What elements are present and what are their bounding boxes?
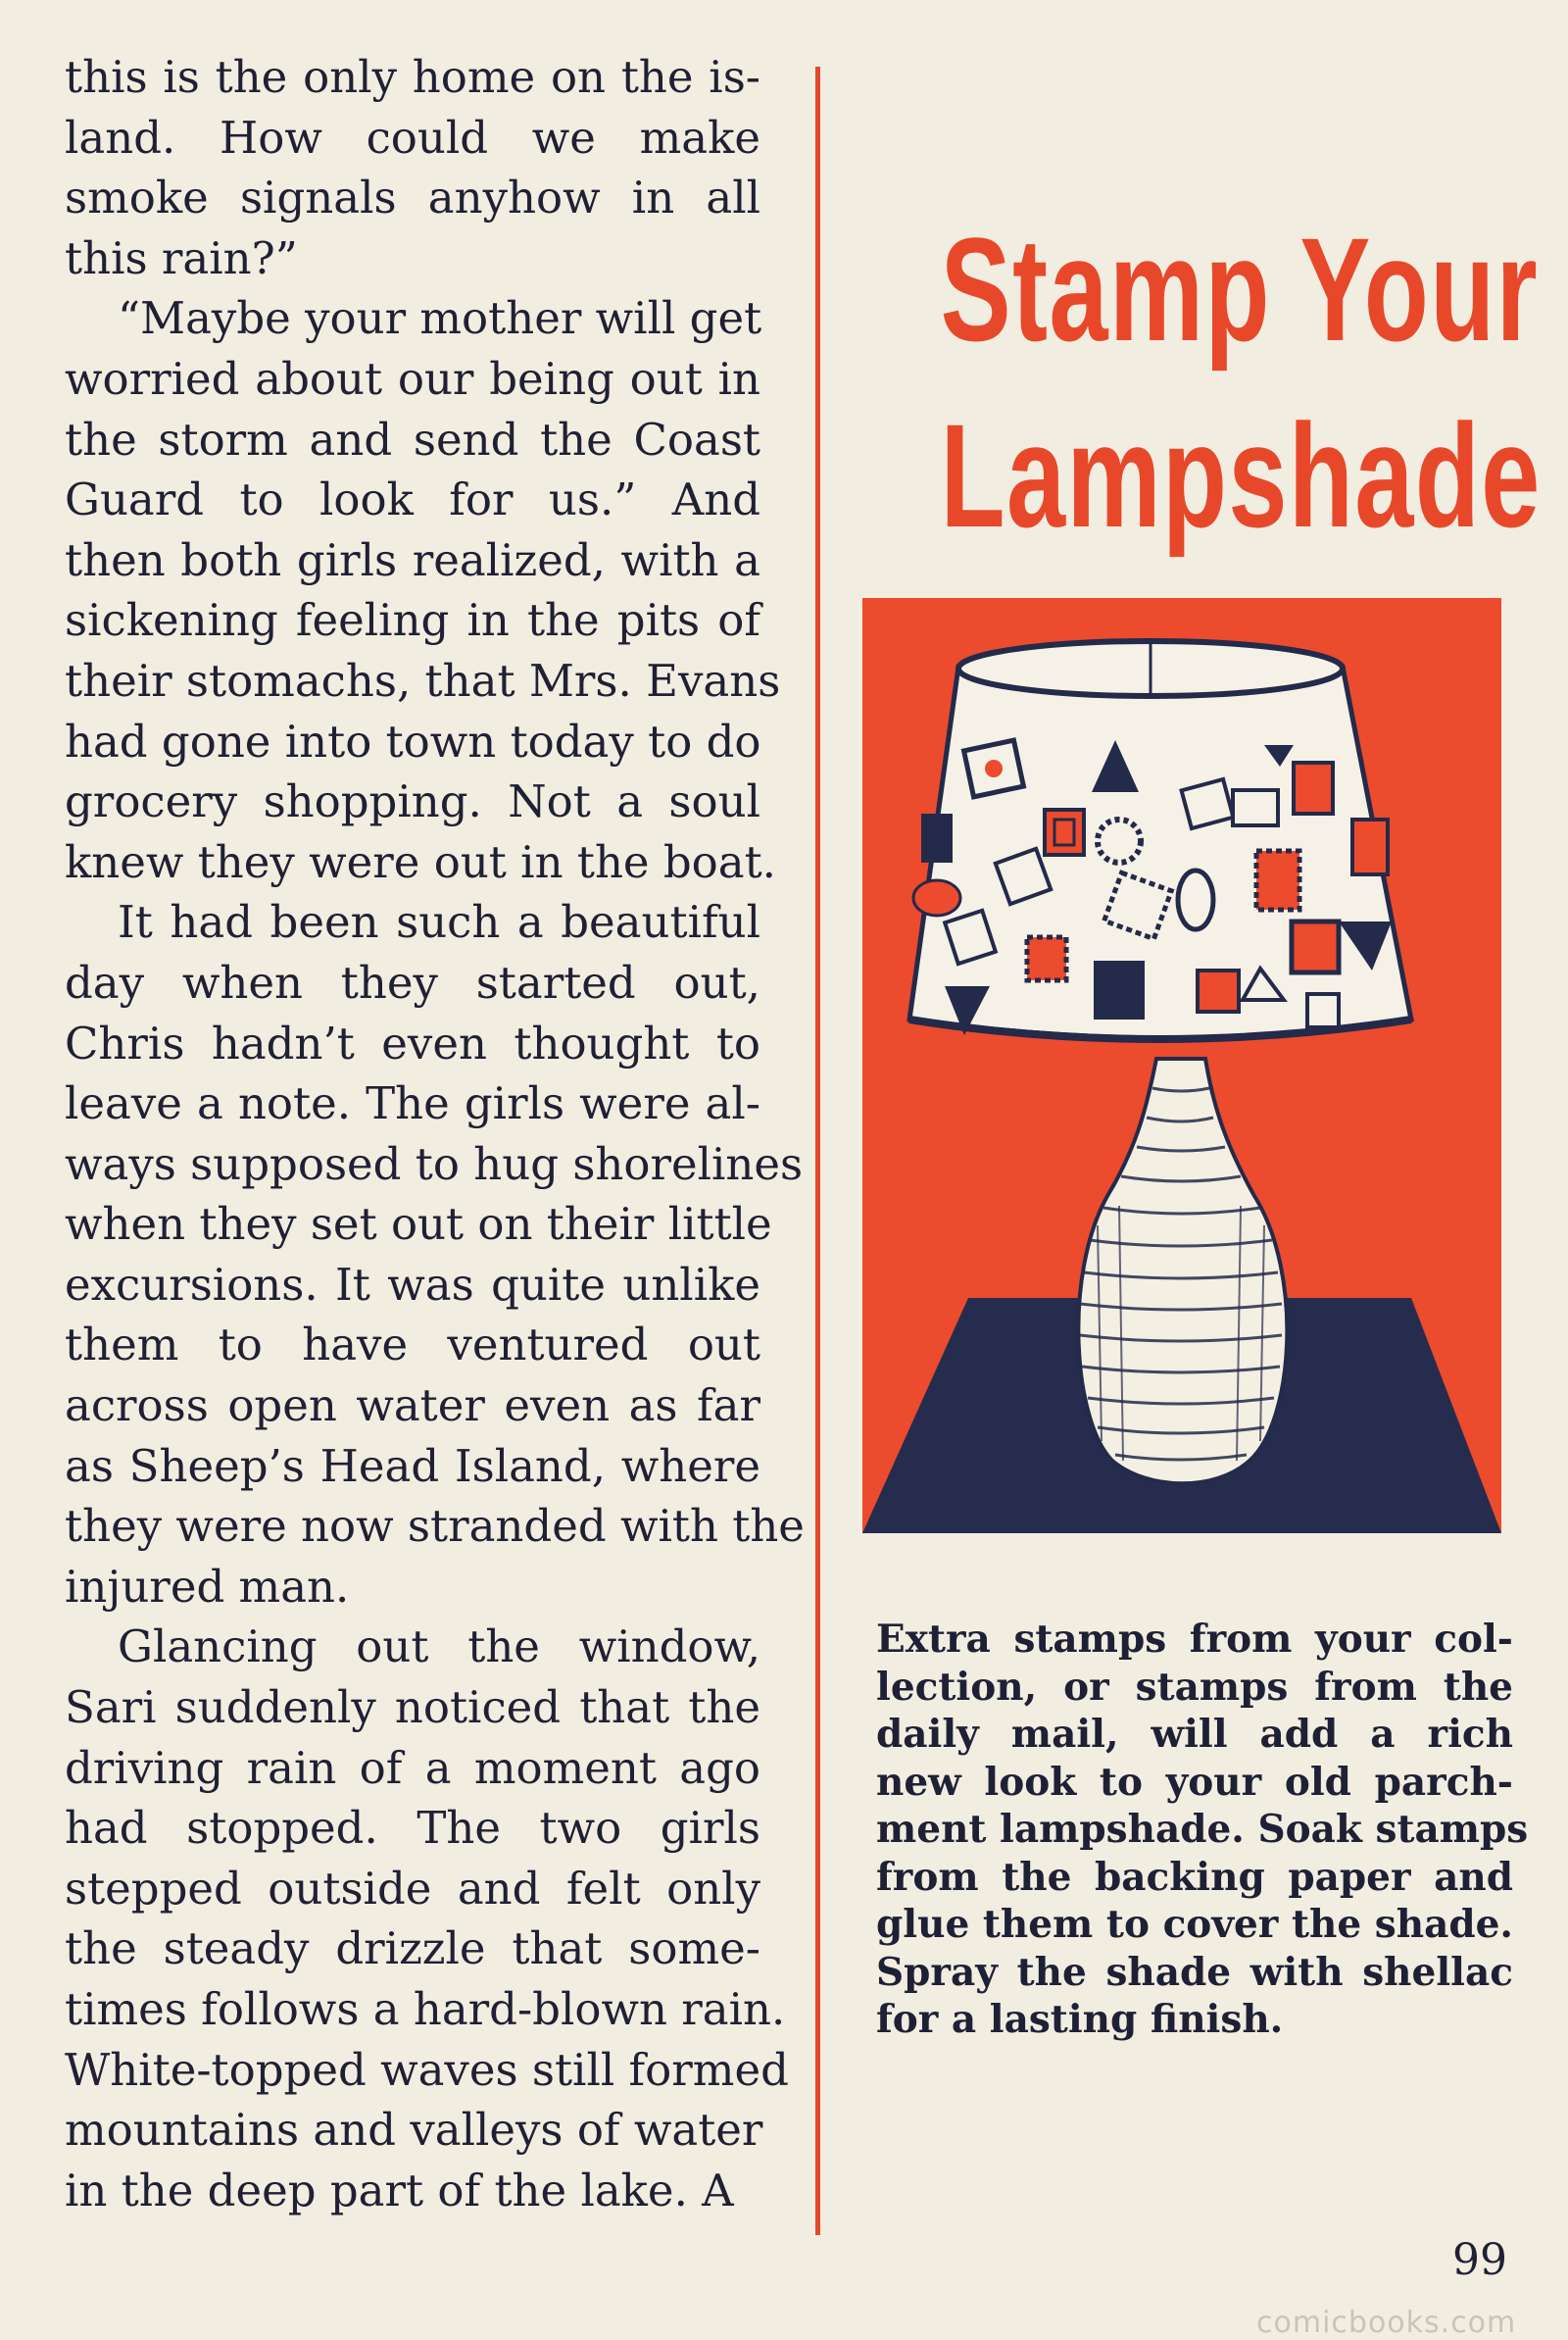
lamp-illustration xyxy=(862,598,1501,1533)
caption-line: Extra stamps from your col- xyxy=(876,1617,1513,1662)
story-line: their stomachs, that Mrs. Evans xyxy=(65,654,781,707)
title-line-2: Lampshade xyxy=(940,393,1542,558)
story-line: land. How could we make xyxy=(65,111,760,164)
story-line: had gone into town today to do xyxy=(65,715,761,768)
story-line: times follows a hard-blown rain. xyxy=(65,1983,786,2035)
story-line: had stopped. The two girls xyxy=(65,1802,760,1855)
caption-line: daily mail, will add a rich xyxy=(876,1712,1513,1757)
story-line: It had been such a beautiful xyxy=(118,896,760,949)
story-line: in the deep part of the lake. A xyxy=(65,2164,734,2216)
story-line: as Sheep’s Head Island, where xyxy=(65,1439,760,1492)
story-line: this is the only home on the is- xyxy=(65,51,760,103)
story-line: the storm and send the Coast xyxy=(65,413,760,466)
lampshade xyxy=(909,641,1411,1039)
story-line: mountains and valleys of water xyxy=(65,2104,763,2157)
caption-line: ment lampshade. Soak stamps xyxy=(876,1807,1529,1852)
story-paragraph xyxy=(65,892,805,1617)
story-line: then both girls realized, with a xyxy=(65,533,760,586)
story-line: grocery shopping. Not a soul xyxy=(65,775,760,828)
story-line: them to have ventured out xyxy=(65,1319,760,1371)
story-line: White-topped waves still formed xyxy=(65,2043,789,2096)
story-line: Chris hadn’t even thought to xyxy=(65,1017,760,1070)
story-column xyxy=(65,47,805,2220)
story-line: this rain?” xyxy=(65,231,298,284)
story-line: smoke signals anyhow in all xyxy=(65,172,760,224)
story-line: Guard to look for us.” And xyxy=(65,473,760,526)
story-line: leave a note. The girls were al- xyxy=(65,1077,760,1130)
title-line-1: Stamp Your xyxy=(940,207,1540,372)
caption-line: glue them to cover the shade. xyxy=(876,1902,1513,1947)
story-paragraph xyxy=(65,288,781,892)
column-divider xyxy=(815,67,820,2235)
story-line: driving rain of a moment ago xyxy=(65,1741,760,1794)
story-line: worried about our being out in xyxy=(65,352,760,405)
watermark: comicbooks.com xyxy=(1256,2306,1517,2340)
story-line: Sari suddenly noticed that the xyxy=(65,1681,760,1734)
article-title xyxy=(940,196,1542,569)
story-line: knew they were out in the boat. xyxy=(65,835,776,888)
story-line: injured man. xyxy=(65,1560,350,1613)
story-paragraph xyxy=(65,1617,789,2220)
article-caption xyxy=(876,1616,1529,2044)
caption-line: for a lasting finish. xyxy=(876,1997,1284,2042)
story-line: when they set out on their little xyxy=(65,1198,772,1251)
story-line: “Maybe your mother will get xyxy=(118,292,762,345)
story-paragraph xyxy=(65,47,760,288)
story-line: stepped outside and felt only xyxy=(65,1862,760,1915)
story-line: they were now stranded with the xyxy=(65,1500,805,1553)
page-number: 99 xyxy=(1452,2235,1507,2285)
story-line: across open water even as far xyxy=(65,1379,760,1432)
caption-line: lection, or stamps from the xyxy=(876,1664,1513,1710)
story-line: Glancing out the window, xyxy=(118,1620,760,1673)
story-line: day when they started out, xyxy=(65,956,760,1009)
story-line: ways supposed to hug shorelines xyxy=(65,1137,804,1190)
caption-line: Spray the shade with shellac xyxy=(876,1949,1513,1995)
caption-line: new look to your old parch- xyxy=(876,1759,1513,1805)
story-line: sickening feeling in the pits of xyxy=(65,594,760,647)
story-line: excursions. It was quite unlike xyxy=(65,1258,760,1311)
story-line: the steady drizzle that some- xyxy=(65,1922,760,1975)
caption-line: from the backing paper and xyxy=(876,1854,1513,1900)
